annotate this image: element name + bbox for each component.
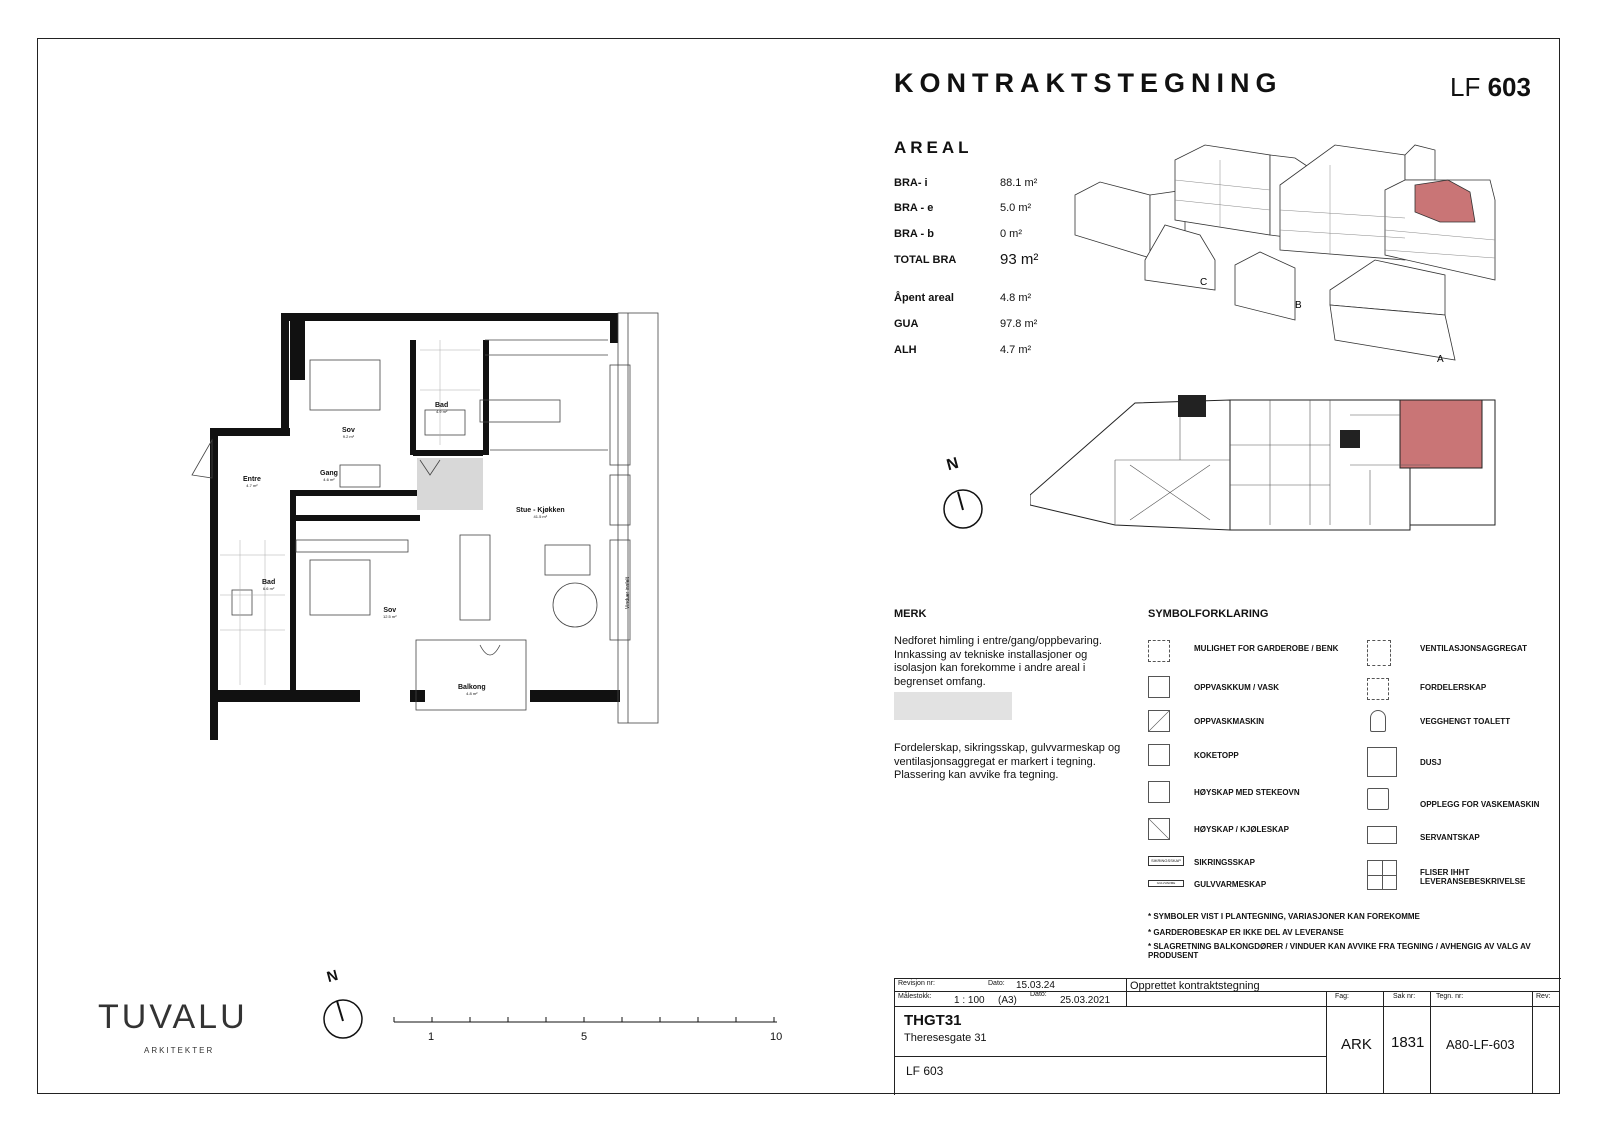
areal-label: Åpent areal [894,292,954,304]
title-block-line [1326,1006,1560,1007]
room-label-bad-2 [262,579,275,591]
tegn-label: Tegn. nr: [1436,993,1464,1000]
areal-value: 4.7 m² [1000,344,1032,356]
room-name: Bad [262,579,276,586]
tuvalu-subtitle: ARKITEKTER [144,1046,215,1055]
legend-label: OPPVASKMASKIN [1194,717,1265,726]
room-name: Gang [320,470,338,477]
areal-label: BRA - e [894,202,934,214]
footnote: * SYMBOLER VIST I PLANTEGNING, VARIASJONER KAN FOREKOMME [1148,912,1420,921]
unit-prefix: LF [1450,72,1481,102]
legend-label: FORDELERSKAP [1420,683,1487,692]
malestokk-value: 1 : 100 [954,995,985,1006]
building-label-b: B [1295,300,1302,311]
scale-label: 10 [770,1031,783,1043]
areal-heading: AREAL [894,138,973,157]
areal-value: 5.0 m² [1000,202,1032,214]
scale-label: 1 [428,1031,435,1043]
shower-icon [1367,747,1397,777]
sikringsskap-icon: SIKRINGSSKAP [1148,856,1184,866]
room-area: 4.7 m² [246,483,258,488]
areal-value: 0 m² [1000,228,1022,240]
gulvvarmeskap-icon: GULVVARME [1148,880,1184,887]
legend-label: VEGGHENGT TOALETT [1420,717,1511,726]
room-label-sov-2 [383,607,397,619]
legend-label: DUSJ [1420,758,1442,767]
merk-text-2: Fordelerskap, sikringsskap, gulvvarmeskap og ventilasjonsaggregat er markert i tegning. Plassering kan avvike fra tegning. [894,742,1121,781]
footnote: * SLAGRETNING BALKONGDØRER / VINDUER KAN AVVIKE FRA TEGNING / AVHENGIG AV VALG AV PRODUSENT [1148,942,1531,960]
garderobe-icon [1148,640,1170,662]
rev-label: Rev: [1536,993,1551,1000]
project-address: Theresesgate 31 [904,1032,987,1044]
sak-value: 1831 [1391,1034,1425,1051]
title-block-line [1383,991,1384,1094]
dato-label: Dato: [988,980,1005,987]
drawing-title: KONTRAKTSTEGNING [894,68,1283,98]
room-label-sov-1 [342,427,355,439]
fridge-cabinet-icon [1148,818,1170,840]
areal-label: GUA [894,318,919,330]
compass-n-label: N [944,454,961,475]
room-area: 9.2 m² [342,434,355,439]
legend-label: SERVANTSKAP [1420,833,1480,842]
merk-heading: MERK [894,608,927,620]
footnote: * GARDEROBESKAP ER IKKE DEL AV LEVERANSE [1148,928,1344,937]
room-label-balkong [458,684,486,696]
format-value: (A3) [998,995,1017,1006]
areal-label: BRA - b [894,228,934,240]
revisjon-dato: 15.03.24 [1016,980,1055,991]
highlighted-unit-plan [1400,400,1482,468]
room-label-entre [243,476,261,488]
areal-label: ALH [894,344,917,356]
servantskap-icon [1367,826,1397,844]
merk-text-1: Nedforet himling i entre/gang/oppbevaring. Innkassing av tekniske installasjoner og isolasjon kan forekomme i andre areal i begrenset omfang. [894,635,1102,688]
ventilation-unit-icon [1367,640,1391,666]
project-code: THGT31 [904,1012,962,1029]
oven-cabinet-icon [1148,781,1170,803]
nedforet-himling-area [417,458,483,510]
unit-number-value: 603 [1487,72,1531,102]
room-area: 6.6 m² [262,586,275,591]
legend-label: FLISER IHHT LEVERANSEBESKRIVELSE [1420,868,1526,886]
room-label-bad-1 [435,402,448,414]
tegn-value: A80-LF-603 [1446,1037,1515,1052]
floor-plan [180,300,690,740]
sak-label: Sak nr: [1393,993,1416,1000]
room-name: Entre [243,476,261,483]
areal-value: 88.1 m² [1000,177,1038,189]
areal-label: BRA- i [894,177,928,189]
building-label-a: A [1437,354,1444,365]
room-name: Stue - Kjøkken [516,507,565,514]
compass-icon [322,998,364,1040]
dato-value: 25.03.2021 [1060,995,1111,1006]
room-area: 4.8 m² [466,691,478,696]
room-name: Sov [342,427,355,434]
toilet-icon [1370,710,1386,732]
legend-label: MULIGHET FOR GARDEROBE / BENK [1194,644,1339,653]
site-plan [1030,395,1500,540]
room-name: Bad [435,402,449,409]
legend-label: VENTILASJONSAGGREGAT [1420,644,1527,653]
dishwasher-icon [1148,710,1170,732]
symbol-legend-heading: SYMBOLFORKLARING [1148,608,1269,620]
room-name: Balkong [458,684,486,691]
window-note: Vinduer innfelt [624,577,631,609]
legend-label: OPPLEGG FOR VASKEMASKIN [1420,800,1540,809]
malestokk-label: Målestokk: [898,993,932,1000]
areal-value: 4.8 m² [1000,292,1032,304]
areal-value: 97.8 m² [1000,318,1038,330]
room-area: 4.9 m² [435,409,448,414]
nedforet-himling-swatch [894,692,1012,720]
scale-label: 5 [581,1031,588,1043]
legend-label: HØYSKAP / KJØLESKAP [1194,825,1289,834]
legend-label: OPPVASKKUM / VASK [1194,683,1280,692]
tiles-icon [1367,860,1397,890]
fag-value: ARK [1341,1036,1372,1053]
revisjon-text: Opprettet kontraktstegning [1130,980,1260,992]
areal-value: 93 m² [1000,251,1039,268]
title-block-line [1326,991,1327,1094]
room-area: 41.5 m² [533,514,548,519]
title-block-line [894,1056,1326,1057]
scale-bar [392,1012,782,1028]
building-label-c: C [1200,277,1208,288]
title-block-line [1126,978,1127,1006]
legend-label: KOKETOPP [1194,751,1239,760]
unit-number [1450,72,1531,103]
legend-label: HØYSKAP MED STEKEOVN [1194,788,1300,797]
title-block-line [1430,991,1431,1094]
fordelerskap-icon [1367,678,1389,700]
compass-icon [942,488,984,530]
legend-label: SIKRINGSSKAP [1194,858,1255,867]
tuvalu-logo: TUVALU [98,998,248,1036]
room-name: Sov [383,607,397,614]
fag-label: Fag: [1335,993,1350,1000]
room-area: 12.5 m² [383,614,397,619]
room-area: 4.6 m² [323,477,335,482]
title-block-line [1532,991,1533,1094]
washing-machine-icon [1367,788,1389,810]
revisjon-label: Revisjon nr: [898,980,935,987]
building-isometric [1070,140,1540,380]
room-label-gang [320,470,338,482]
compass-n-label: N [324,966,340,987]
title-block-line [894,1006,1326,1007]
room-label-stue-kjokken [516,507,565,519]
dato-label: Dato: [1030,991,1047,998]
legend-label: GULVVARMESKAP [1194,880,1267,889]
areal-label: TOTAL BRA [894,254,957,266]
unit-value: LF 603 [906,1064,944,1078]
sink-icon [1148,676,1170,698]
cooktop-icon [1148,744,1170,766]
